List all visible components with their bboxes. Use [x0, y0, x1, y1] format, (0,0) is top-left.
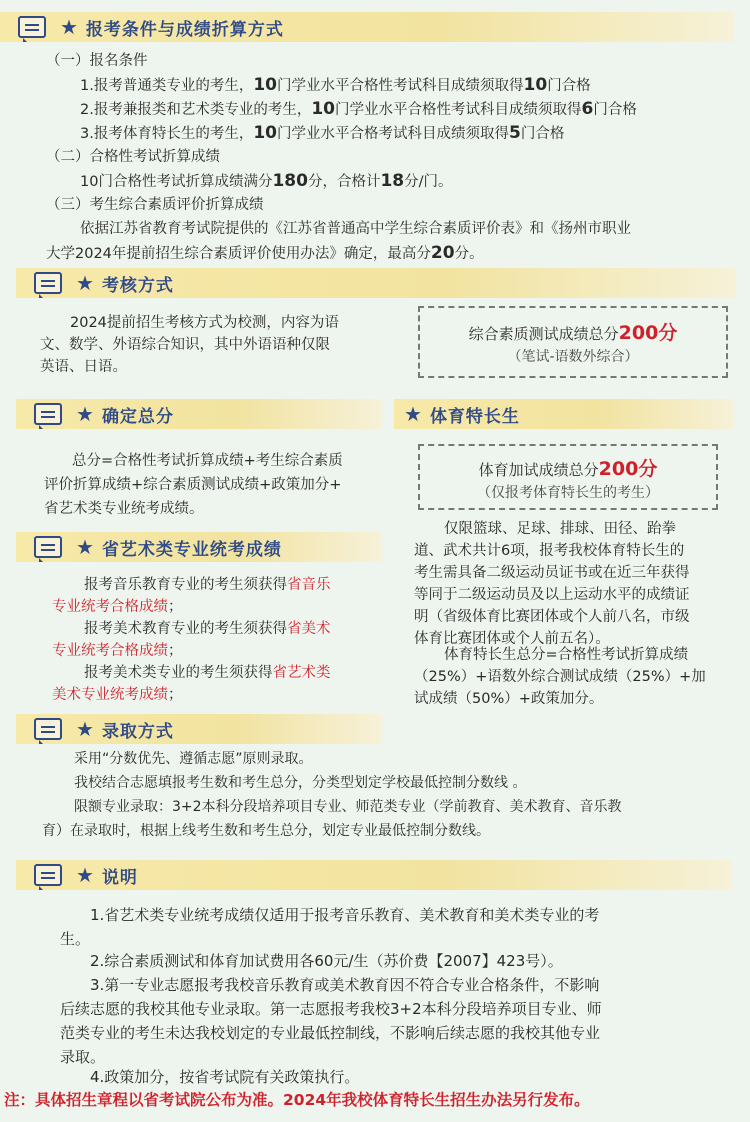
chat-bubble-icon	[34, 272, 62, 294]
section-title: 录取方式	[101, 721, 174, 742]
requirement-line-2: 2.报考兼报类和艺术类专业的考生，10门学业水平合格性考试科目成绩须取得6门合格	[80, 99, 637, 119]
chat-bubble-icon	[34, 864, 62, 886]
chat-bubble-icon	[18, 16, 46, 38]
score-box-sports	[418, 444, 718, 510]
box-subtitle: （笔试-语数外综合）	[507, 349, 639, 365]
sports-text-9: 试成绩（50%）+政策加分。	[414, 691, 604, 707]
section-header-art-exam	[16, 532, 382, 562]
section-title: 报考条件与成绩折算方式	[85, 19, 284, 40]
note-text-5: 后续志愿的我校其他专业录取。第一志愿报考我校3+2本科分段培养项目专业、师	[60, 1000, 602, 1018]
star-icon: ★	[76, 535, 94, 559]
note-text-8: 4.政策加分，按省考试院有关政策执行。	[90, 1068, 360, 1086]
art-exam-text-4: 专业统考合格成绩；	[52, 643, 183, 659]
assessment-text-3: 英语、日语。	[40, 359, 127, 375]
art-exam-text-3: 报考美术教育专业的考生须获得省美术	[84, 621, 331, 637]
sports-text-4: 等同于二级运动员及以上运动水平的成绩证	[414, 587, 690, 603]
quality-evaluation-line-1: 依据江苏省教育考试院提供的《江苏省普通高中学生综合素质评价表》和《扬州市职业	[80, 221, 631, 237]
box-main-line: 体育加试成绩总分200分	[478, 458, 658, 480]
section-header-notes	[16, 860, 732, 890]
requirement-line-1: 1.报考普通类专业的考生，10门学业水平合格性考试科目成绩须取得10门合格	[80, 75, 591, 95]
star-icon: ★	[404, 402, 422, 426]
sports-text-5: 明（省级体育比赛团体或个人前八名，市级	[414, 609, 690, 625]
chat-bubble-icon	[34, 403, 62, 425]
section-header-sports	[394, 399, 734, 429]
star-icon: ★	[76, 717, 94, 741]
subheading-quality-evaluation: （三）考生综合素质评价折算成绩	[46, 197, 264, 213]
section-header-admission	[16, 714, 382, 744]
star-icon: ★	[76, 863, 94, 887]
box-subtitle: （仅报考体育特长生的考生）	[477, 485, 659, 501]
score-box-comprehensive	[418, 306, 728, 378]
assessment-text-1: 2024提前招生考核方式为校测，内容为语	[70, 315, 339, 331]
total-score-text-2: 评价折算成绩+综合素质测试成绩+政策加分+	[44, 477, 342, 493]
section-title: 考核方式	[101, 275, 174, 296]
star-icon: ★	[76, 271, 94, 295]
star-icon: ★	[60, 15, 78, 39]
quality-evaluation-line-2: 大学2024年提前招生综合素质评价使用办法》确定，最高分20分。	[46, 243, 484, 263]
art-exam-text-5: 报考美术类专业的考生须获得省艺术类	[84, 665, 331, 681]
subheading-registration: （一）报名条件	[46, 53, 148, 69]
art-exam-text-1: 报考音乐教育专业的考生须获得省音乐	[84, 577, 331, 593]
star-icon: ★	[76, 402, 94, 426]
note-text-3: 2.综合素质测试和体育加试费用各60元/生（苏价费【2007】423号）。	[90, 952, 563, 970]
section-header-total-score	[16, 399, 382, 429]
note-text-2: 生。	[60, 930, 91, 948]
section-title: 体育特长生	[429, 406, 520, 427]
section-title: 省艺术类专业统考成绩	[101, 539, 282, 560]
note-text-6: 范类专业的考生未达我校划定的专业最低控制线，不影响后续志愿的我校其他专业	[60, 1024, 601, 1042]
sports-text-3: 考生需具备二级运动员证书或在近三年获得	[414, 565, 690, 581]
total-score-text-3: 省艺术类专业统考成绩。	[44, 501, 204, 517]
subheading-qualifying-score: （二）合格性考试折算成绩	[46, 149, 220, 165]
section-header-requirements	[0, 12, 734, 42]
requirement-line-3: 3.报考体育特长生的考生，10门学业水平合格考试科目成绩须取得5门合格	[80, 123, 565, 143]
assessment-text-2: 文、数学、外语综合知识，其中外语语种仅限	[40, 337, 330, 353]
note-text-1: 1.省艺术类专业统考成绩仅适用于报考音乐教育、美术教育和美术类专业的考	[90, 906, 600, 924]
footer-note: 注：具体招生章程以省考试院公布为准。2024年我校体育特长生招生办法另行发布。	[4, 1091, 590, 1109]
box-main-line: 综合素质测试成绩总分200分	[468, 322, 678, 344]
sports-text-6: 体育比赛团体或个人前五名）。	[414, 631, 610, 647]
admission-text-3: 限额专业录取：3+2本科分段培养项目专业、师范类专业（学前教育、美术教育、音乐教	[74, 799, 622, 815]
total-score-text-1: 总分=合格性考试折算成绩+考生综合素质	[72, 453, 343, 469]
sports-text-8: （25%）+语数外综合测试成绩（25%）+加	[414, 669, 706, 685]
sports-text-2: 道、武术共计6项，报考我校体育特长生的	[414, 543, 685, 559]
section-title: 确定总分	[101, 406, 174, 427]
art-exam-text-2: 专业统考合格成绩；	[52, 599, 183, 615]
section-title: 说明	[101, 867, 138, 888]
note-text-7: 录取。	[60, 1048, 106, 1066]
note-text-4: 3.第一专业志愿报考我校音乐教育或美术教育因不符合专业合格条件，不影响	[90, 976, 600, 994]
admission-text-4: 育）在录取时，根据上线考生数和考生总分，划定专业最低控制分数线。	[42, 823, 490, 839]
section-header-assessment	[16, 268, 736, 298]
chat-bubble-icon	[34, 718, 62, 740]
sports-text-1: 仅限篮球、足球、排球、田径、跆拳	[444, 521, 676, 537]
admission-text-1: 采用“分数优先、遵循志愿”原则录取。	[74, 751, 313, 767]
admission-text-2: 我校结合志愿填报考生数和考生总分，分类型划定学校最低控制分数线 。	[74, 775, 527, 791]
chat-bubble-icon	[34, 536, 62, 558]
qualifying-score-line: 10门合格性考试折算成绩满分180分，合格计18分/门。	[80, 171, 453, 191]
art-exam-text-6: 美术专业统考成绩；	[52, 687, 183, 703]
sports-text-7: 体育特长生总分=合格性考试折算成绩	[444, 647, 689, 663]
